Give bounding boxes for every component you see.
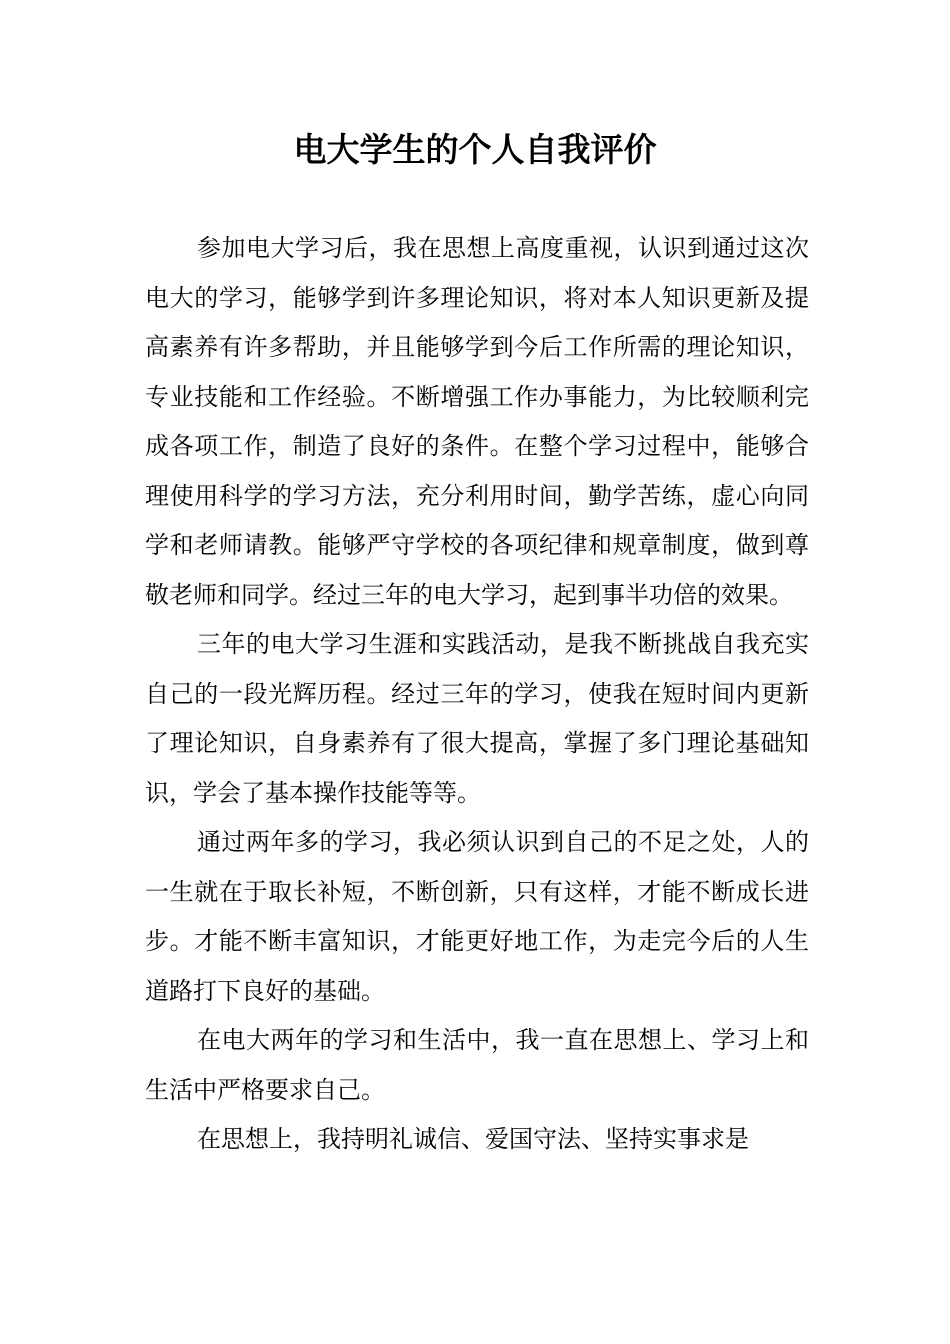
paragraph-1: 参加电大学习后，我在思想上高度重视，认识到通过这次电大的学习，能够学到许多理论知识，将对本人知识更新及提高素养有许多帮助，并且能够学到今后工作所需的理论知识，专业技能和工作经验。不断增强工作办事能力，为比较顺利完成各项工作，制造了良好的条件。在整个学习过程中，能够合理使用科学的学习方法，充分利用时间，勤学苦练，虚心向同学和老师请教。能够严守学校的各项纪律和规章制度，做到尊敬老师和同学。经过三年的电大学习，起到事半功倍的效果。: [145, 234, 809, 609]
document-title: 电大学生的个人自我评价: [293, 130, 657, 169]
paragraph-3: 通过两年多的学习，我必须认识到自己的不足之处，人的一生就在于取长补短，不断创新，只有这样，才能不断成长进步。才能不断丰富知识，才能更好地工作，为走完今后的人生道路打下良好的基础。: [145, 828, 809, 1005]
paragraph-5: 在思想上，我持明礼诚信、爱国守法、坚持实事求是: [197, 1125, 749, 1153]
paragraph-2: 三年的电大学习生涯和实践活动，是我不断挑战自我充实自己的一段光辉历程。经过三年的学习，使我在短时间内更新了理论知识，自身素养有了很大提高，掌握了多门理论基础知识，学会了基本操作技能等等。: [145, 630, 809, 807]
document-body: [145, 224, 809, 1165]
paragraph-4: 在电大两年的学习和生活中，我一直在思想上、学习上和生活中严格要求自己。: [145, 1026, 809, 1104]
